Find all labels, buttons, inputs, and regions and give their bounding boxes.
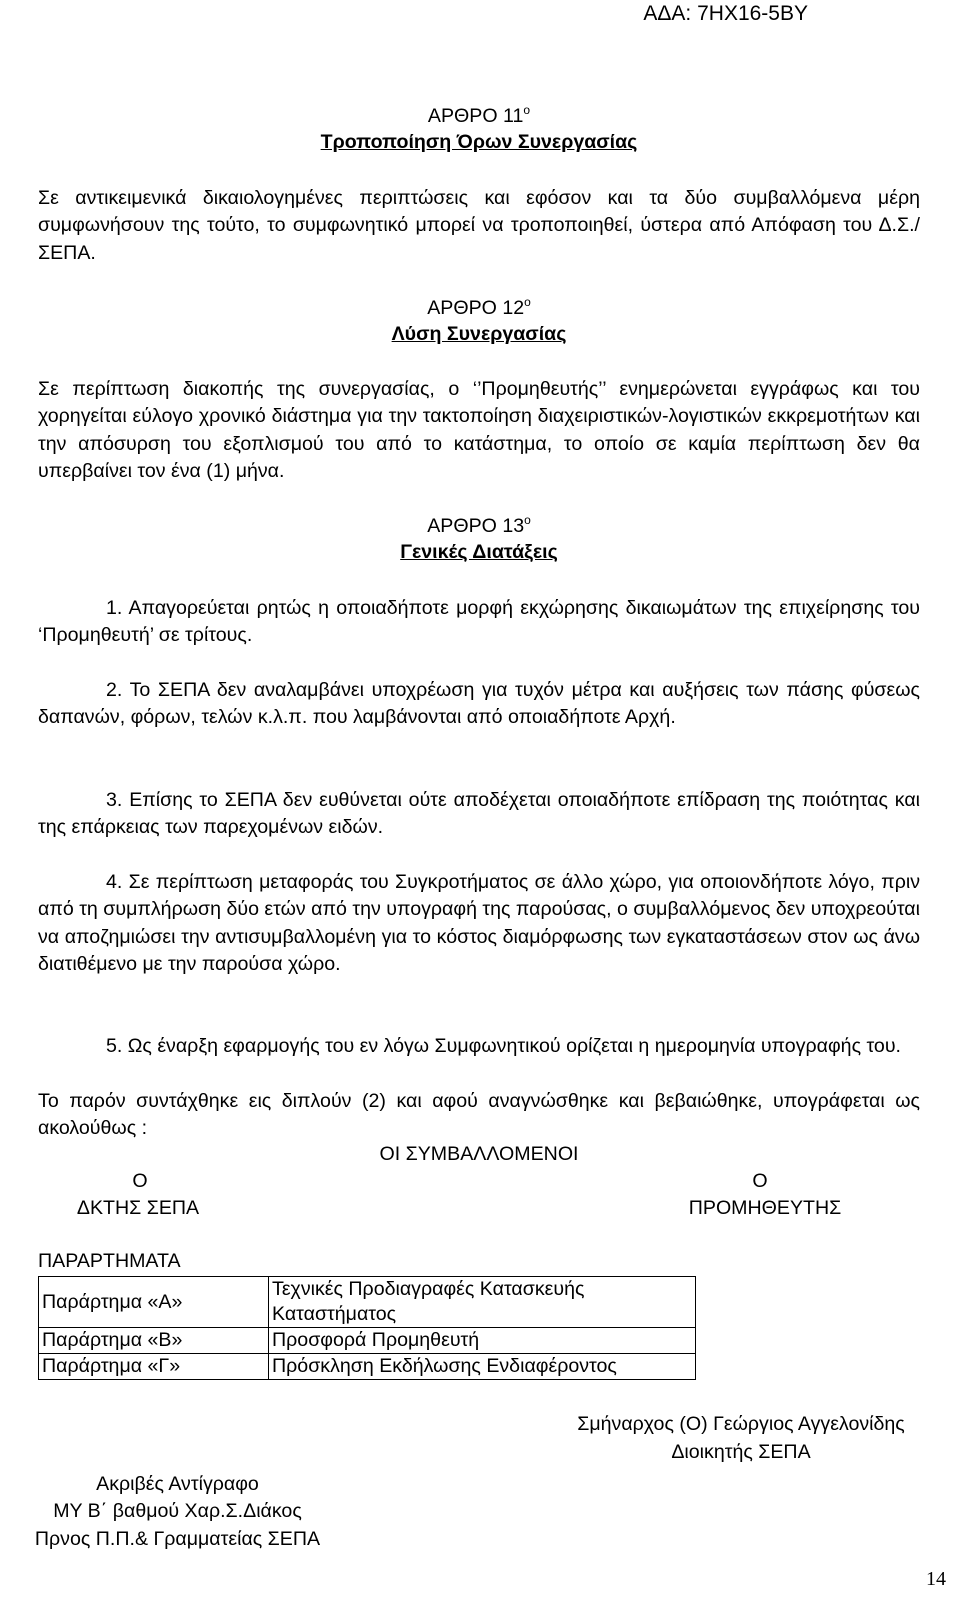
closing-text: Το παρόν συντάχθηκε εις διπλούν (2) και αφού αναγνώσθηκε και βεβαιώθηκε, υπογράφεται ως ακολούθως :	[38, 1090, 920, 1140]
article-ordinal: ο	[524, 295, 531, 309]
annex-description: Πρόσκληση Εκδήλωσης Ενδιαφέροντος	[269, 1354, 696, 1380]
signatory-name: Σμήναρχος (Ο) Γεώργιος Αγγελονίδης	[577, 1413, 905, 1435]
table-row	[39, 1277, 696, 1328]
certified-office: Πρνος Π.Π.& Γραμματείας ΣΕΠΑ	[34, 1528, 321, 1550]
article-13-item-1: 1. Απαγορεύεται ρητώς η οποιαδήποτε μορφή εκχώρησης δικαιωμάτων της επιχείρησης του ‘Προμηθευτή’ σε τρίτους.	[38, 597, 920, 647]
article-number-text: ΑΡΘΡΟ 13	[427, 515, 525, 537]
article-12-number	[38, 295, 920, 320]
annex-name: Παράρτημα «Β»	[39, 1328, 269, 1354]
article-12-title: Λύση Συνεργασίας	[391, 323, 567, 345]
article-13-item-5: 5. Ως έναρξη εφαρμογής του εν λόγω Συμφωνητικού ορίζεται η ημερομηνία υπογραφής του.	[106, 1035, 901, 1057]
annex-name: Παράρτημα «Α»	[39, 1277, 269, 1328]
article-number-text: ΑΡΘΡΟ 11	[427, 105, 524, 127]
article-number-text: ΑΡΘΡΟ 12	[427, 297, 525, 319]
article-13-item-4: 4. Σε περίπτωση μεταφοράς του Συγκροτήματος σε άλλο χώρο, για οποιονδήποτε λόγο, πριν από τη συμπλήρωση δύο ετών από την υπογραφή της παρούσας, ο συμβαλλόμενος δεν υποχρεούται να αποζημιώσει την αντισυμβαλλομένη για το κόστος διαμόρφωσης των εγκαταστάσεων στον ως άνω διατιθέμενο με την παρούσα χώρο.	[38, 871, 920, 976]
table-row	[39, 1328, 696, 1354]
annex-description: Προσφορά Προμηθευτή	[269, 1328, 696, 1354]
left-party-name: ΔΚΤΗΣ ΣΕΠΑ	[76, 1197, 200, 1219]
left-party-article: Ο	[132, 1170, 148, 1192]
article-12-text: Σε περίπτωση διακοπής της συνεργασίας, ο ‘’Προμηθευτής’’ ενημερώνεται εγγράφως και του χορηγείται εύλογο χρονικό διάστημα για την τακτοποίηση διαχειριστικών-λογιστικών εκκρεμοτήτων και την απόσυρση του εξοπλισμού του από το κατάστημα, το οποίο σε καμία περίπτωση δεν θα υπερβαίνει τον ένα (1) μήνα.	[38, 378, 920, 483]
right-party-article: Ο	[752, 1170, 768, 1192]
article-11-text: Σε αντικειμενικά δικαιολογημένες περιπτώσεις και εφόσον και τα δύο συμβαλλόμενα μέρη συμφωνήσουν της τούτο, το συμφωνητικό μπορεί να τροποποιηθεί, ύστερα από Απόφαση του Δ.Σ./ΣΕΠΑ.	[38, 187, 920, 264]
page-number: 14	[926, 1568, 946, 1590]
article-13-number	[38, 513, 920, 538]
article-ordinal: ο	[524, 513, 531, 527]
annex-name: Παράρτημα «Γ»	[39, 1354, 269, 1380]
annexes-table	[38, 1276, 696, 1380]
certified-copy-label: Ακριβές Αντίγραφο	[96, 1473, 259, 1495]
signatory-role: Διοικητής ΣΕΠΑ	[671, 1441, 811, 1463]
article-ordinal: ο	[523, 103, 531, 117]
article-11-number	[38, 103, 920, 128]
certified-officer: ΜΥ Β΄ βαθμού Χαρ.Σ.Διάκος	[53, 1500, 302, 1522]
parties-heading: ΟΙ ΣΥΜΒΑΛΛΟΜΕΝΟΙ	[379, 1143, 579, 1165]
right-party-name: ΠΡΟΜΗΘΕΥΤΗΣ	[688, 1197, 842, 1219]
annexes-heading: ΠΑΡΑΡΤΗΜΑΤΑ	[38, 1250, 181, 1272]
article-13-item-3: 3. Επίσης το ΣΕΠΑ δεν ευθύνεται ούτε αποδέχεται οποιαδήποτε επίδραση της ποιότητας και της επάρκειας των παρεχομένων ειδών.	[38, 789, 920, 839]
ada-code: ΑΔΑ: 7ΗΧ16-5ΒΥ	[643, 2, 808, 25]
article-11-title: Τροποποίηση Όρων Συνεργασίας	[320, 131, 638, 153]
table-row	[39, 1354, 696, 1380]
article-13-title: Γενικές Διατάξεις	[400, 541, 558, 563]
article-13-item-2: 2. Το ΣΕΠΑ δεν αναλαμβάνει υποχρέωση για τυχόν μέτρα και αυξήσεις των πάσης φύσεως δαπανών, φόρων, τελών κ.λ.π. που λαμβάνονται από οποιαδήποτε Αρχή.	[38, 679, 920, 729]
annex-description: Τεχνικές Προδιαγραφές Κατασκευής Καταστήματος	[269, 1277, 696, 1328]
